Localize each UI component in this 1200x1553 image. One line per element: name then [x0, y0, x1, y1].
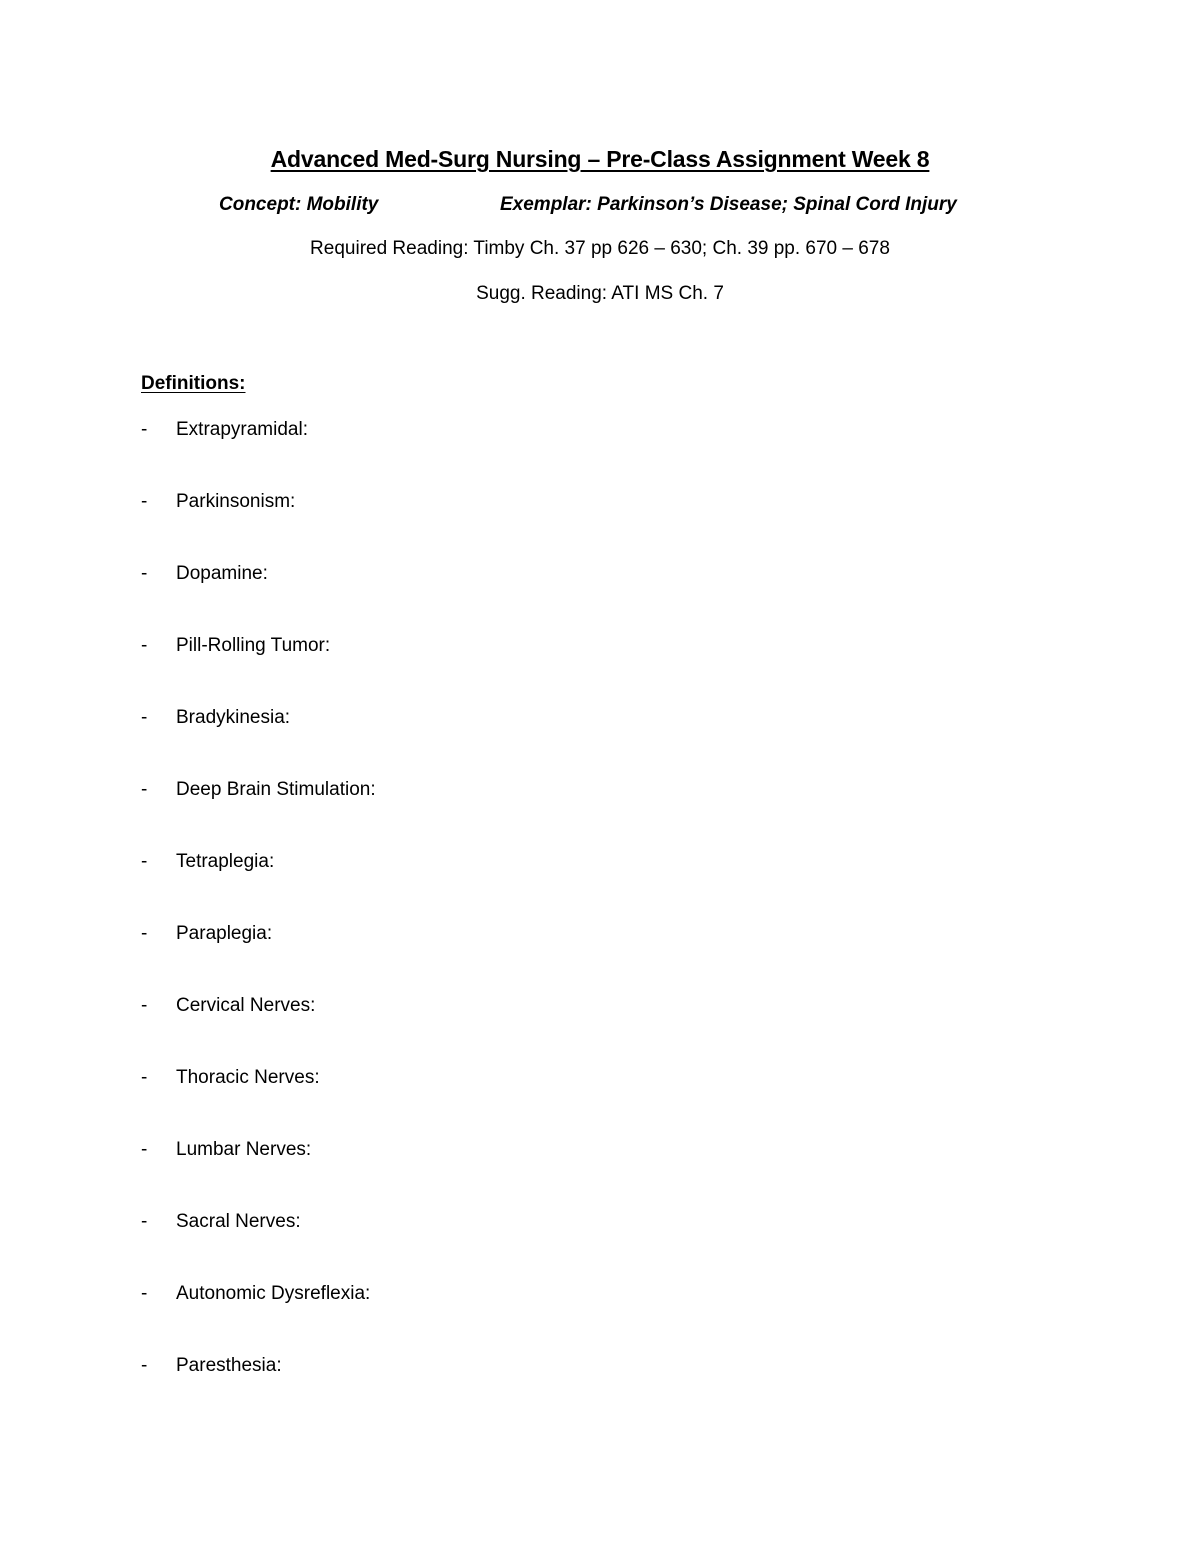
definition-item [141, 563, 376, 635]
page-title: Advanced Med-Surg Nursing – Pre-Class Assignment Week 8 [270, 146, 930, 172]
definition-term: Bradykinesia: [176, 707, 291, 728]
definition-item [141, 635, 376, 707]
definition-term: Lumbar Nerves: [176, 1139, 312, 1160]
list-bullet: - [141, 995, 148, 1016]
list-bullet: - [141, 851, 148, 872]
definition-term: Paresthesia: [176, 1355, 282, 1376]
definition-term: Deep Brain Stimulation: [176, 779, 376, 800]
list-bullet: - [141, 635, 148, 656]
suggested-reading: Sugg. Reading: ATI MS Ch. 7 [476, 283, 724, 304]
list-bullet: - [141, 779, 148, 800]
definition-item [141, 851, 376, 923]
definitions-list [141, 419, 376, 1427]
required-reading: Required Reading: Timby Ch. 37 pp 626 – 630; Ch. 39 pp. 670 – 678 [310, 238, 890, 259]
list-bullet: - [141, 491, 148, 512]
definition-term: Autonomic Dysreflexia: [176, 1283, 371, 1304]
list-bullet: - [141, 419, 148, 440]
definition-term: Dopamine: [176, 563, 268, 584]
definition-item [141, 707, 376, 779]
definitions-heading: Definitions: [141, 373, 246, 394]
definition-term: Thoracic Nerves: [176, 1067, 320, 1088]
list-bullet: - [141, 923, 148, 944]
definition-item [141, 779, 376, 851]
definition-item [141, 995, 376, 1067]
definition-term: Extrapyramidal: [176, 419, 308, 440]
definition-term: Cervical Nerves: [176, 995, 316, 1016]
definition-item [141, 923, 376, 995]
list-bullet: - [141, 707, 148, 728]
definition-item [141, 1067, 376, 1139]
definition-item [141, 1355, 376, 1427]
list-bullet: - [141, 1067, 148, 1088]
definition-item [141, 1283, 376, 1355]
definition-term: Parkinsonism: [176, 491, 296, 512]
definition-item [141, 1211, 376, 1283]
definition-item [141, 491, 376, 563]
definition-term: Pill-Rolling Tumor: [176, 635, 331, 656]
definition-term: Paraplegia: [176, 923, 273, 944]
definition-item [141, 1139, 376, 1211]
list-bullet: - [141, 563, 148, 584]
concept-label: Concept: Mobility [219, 194, 379, 215]
exemplar-label: Exemplar: Parkinson’s Disease; Spinal Cord Injury [500, 194, 957, 215]
definition-term: Sacral Nerves: [176, 1211, 301, 1232]
list-bullet: - [141, 1283, 148, 1304]
list-bullet: - [141, 1139, 148, 1160]
list-bullet: - [141, 1211, 148, 1232]
list-bullet: - [141, 1355, 148, 1376]
definition-term: Tetraplegia: [176, 851, 275, 872]
definition-item [141, 419, 376, 491]
